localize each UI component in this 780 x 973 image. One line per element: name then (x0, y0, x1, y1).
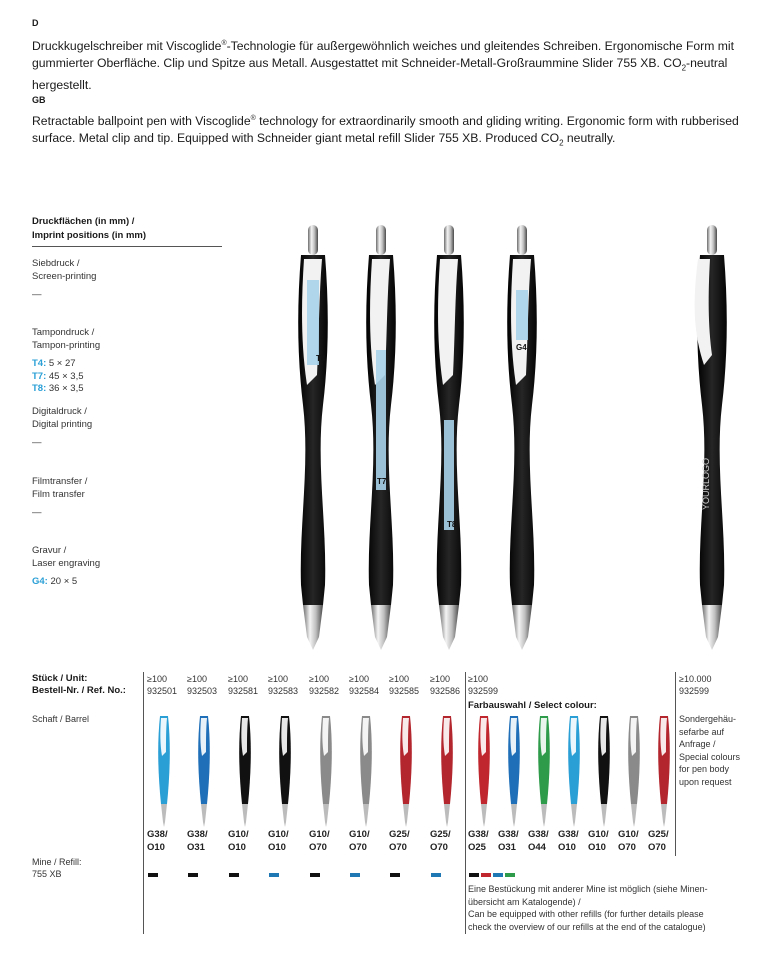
qty-min: ≥100 (468, 674, 488, 684)
ref-number: 932599 (468, 686, 499, 696)
barrel-code: G25/ (389, 829, 410, 840)
refill-code: O70 (430, 842, 448, 853)
barrel-code: G10/ (618, 829, 639, 840)
pen-variant (154, 714, 174, 829)
refill-code: O10 (588, 842, 606, 853)
qty-min: ≥100 (309, 674, 329, 684)
lang-label-gb: GB (32, 95, 46, 105)
lang-label-de: D (32, 18, 39, 28)
refill-code: O10 (558, 842, 576, 853)
refill-code: O70 (309, 842, 327, 853)
qty-min: ≥100 (147, 674, 167, 684)
refill-code: O70 (349, 842, 367, 853)
qty-min: ≥100 (389, 674, 409, 684)
pen-variant (235, 714, 255, 829)
refill-color-swatch (350, 873, 360, 877)
method-tampon-printing: Tampondruck / Tampon-printing T4: 5 × 27 T7: 45 × 3,5 T8: 36 × 3,5 (32, 327, 101, 394)
pen-variant (564, 714, 584, 829)
row-label-refill: Mine / Refill: 755 XB (32, 857, 82, 879)
pen-variant (275, 714, 295, 829)
row-labels-unit-ref: Stück / Unit: Bestell-Nr. / Ref. No.: (32, 673, 126, 696)
method-digital-printing: Digitaldruck / Digital printing — (32, 406, 93, 448)
logo-text: YOURLOGO (701, 457, 711, 510)
pen-variant (654, 714, 674, 829)
barrel-code: G38/ (558, 829, 579, 840)
refill-color-swatch (229, 873, 239, 877)
barrel-code: G10/ (588, 829, 609, 840)
pen-t4 (298, 225, 328, 650)
qty-min: ≥100 (430, 674, 450, 684)
refill-code: O70 (618, 842, 636, 853)
pen-variant (316, 714, 336, 829)
method-film-transfer: Filmtransfer / Film transfer — (32, 476, 88, 518)
barrel-code: G25/ (648, 829, 669, 840)
column-divider (465, 672, 466, 934)
pen-variant (594, 714, 614, 829)
pen-variant (194, 714, 214, 829)
select-colour-label: Farbauswahl / Select colour: (468, 700, 597, 711)
barrel-code: G38/ (147, 829, 168, 840)
refill-code: O70 (648, 842, 666, 853)
column-divider (675, 672, 676, 856)
row-label-barrel: Schaft / Barrel (32, 714, 90, 724)
ref-number: 932584 (349, 686, 380, 696)
qty-min: ≥100 (268, 674, 288, 684)
method-screen-printing: Siebdruck / Screen-printing — (32, 258, 97, 300)
refill-code: O70 (389, 842, 407, 853)
barrel-code: G38/ (498, 829, 519, 840)
imprint-label-t4: T4 (316, 354, 326, 363)
pen-variant (534, 714, 554, 829)
description-de: Druckkugelschreiber mit Viscoglide®-Technologie für außergewöhnlich weiches und gleitendes Schreiben. Ergonomische Form mit gummierter Oberfläche. Clip und Spitze aus Metall. Ausgestattet mit Schneider-Metall-Großraummine Slider 755 XB. $CO_2$-neutral hergestellt. (32, 39, 735, 92)
ref-number: 932503 (187, 686, 218, 696)
refill-color-swatch (148, 873, 158, 877)
barrel-code: G38/ (187, 829, 208, 840)
pen-variant (356, 714, 376, 829)
ref-number: 932583 (268, 686, 299, 696)
qty-min: ≥100 (187, 674, 207, 684)
special-qty: ≥10.000 932599 (679, 674, 712, 696)
refill-color-swatch (390, 873, 400, 877)
barrel-code: G25/ (430, 829, 451, 840)
special-colours-note: Sondergehäu- sefarbe auf Anfrage / Special colours for pen body upon request (679, 714, 741, 787)
barrel-code: G38/ (528, 829, 549, 840)
pen-t8 (434, 225, 464, 650)
pen-variant (624, 714, 644, 829)
refill-color-swatch (505, 873, 515, 877)
pen-variant (437, 714, 457, 829)
refill-color-swatch (481, 873, 491, 877)
refill-code: O10 (228, 842, 246, 853)
imprint-label-t7: T7 (377, 477, 387, 486)
column-divider (143, 672, 144, 934)
barrel-code: G10/ (309, 829, 330, 840)
refill-note: Eine Bestückung mit anderer Mine ist möglich (siehe Minen- übersicht am Katalogende) / Can be equipped with other refills (for further details please check the overview of our refills at the end of the catalogue) (468, 884, 708, 932)
description-gb: Retractable ballpoint pen with Viscoglide® technology for extraordinarily smooth and gliding writing. Ergonomic form with rubberised surface. Metal clip and tip. Equipped with Schneider giant metal refill Slider 755 XB. Produced $CO_2$ neutrally. (32, 114, 739, 148)
refill-color-swatch (431, 873, 441, 877)
imprint-label-t8: T8 (447, 520, 457, 529)
ref-number: 932585 (389, 686, 420, 696)
imprint-label-g4: G4 (516, 343, 527, 352)
imprint-heading: Druckflächen (in mm) / Imprint positions (in mm) (32, 216, 146, 241)
refill-color-swatch (188, 873, 198, 877)
qty-min: ≥100 (349, 674, 369, 684)
ref-number: 932501 (147, 686, 178, 696)
ref-number: 932586 (430, 686, 461, 696)
refill-code: O25 (468, 842, 486, 853)
ref-number: 932582 (309, 686, 340, 696)
pen-variant (396, 714, 416, 829)
refill-code: O44 (528, 842, 546, 853)
refill-color-swatch (310, 873, 320, 877)
pen-variant (474, 714, 494, 829)
method-laser-engraving: Gravur / Laser engraving G4: 20 × 5 (32, 545, 101, 587)
barrel-code: G10/ (268, 829, 289, 840)
refill-color-swatch (469, 873, 479, 877)
pen-t7 (366, 225, 396, 650)
barrel-code: G10/ (349, 829, 370, 840)
refill-code: O10 (268, 842, 286, 853)
qty-min: ≥100 (228, 674, 248, 684)
barrel-code: G38/ (468, 829, 489, 840)
refill-code: O10 (147, 842, 165, 853)
ref-number: 932581 (228, 686, 259, 696)
pen-variant (504, 714, 524, 829)
refill-color-swatch (269, 873, 279, 877)
refill-code: O31 (187, 842, 205, 853)
refill-code: O31 (498, 842, 516, 853)
refill-color-swatch (493, 873, 503, 877)
pen-g4 (507, 225, 537, 650)
barrel-code: G10/ (228, 829, 249, 840)
pen-side-view (695, 225, 727, 650)
